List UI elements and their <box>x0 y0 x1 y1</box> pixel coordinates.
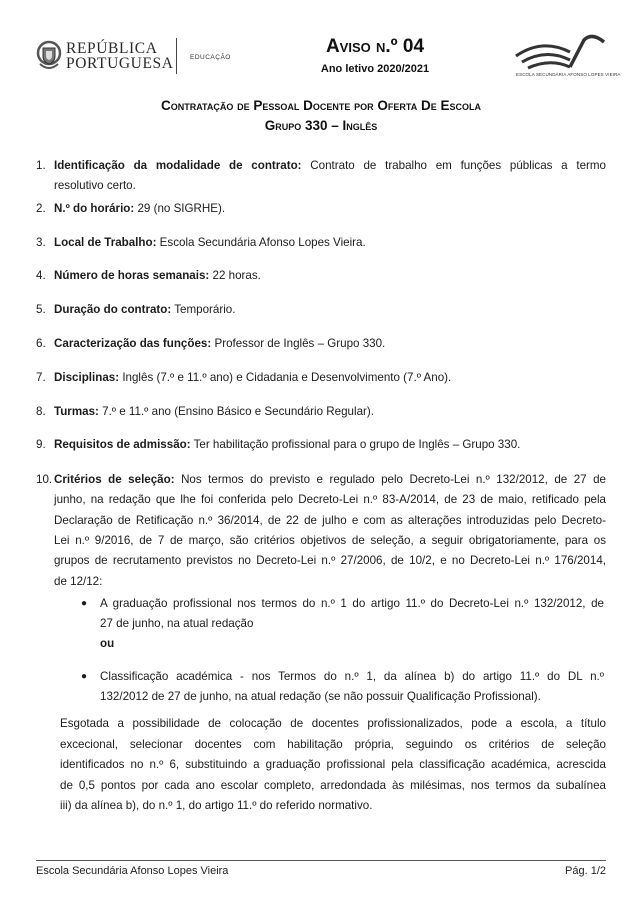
item-number: 1. <box>36 159 46 172</box>
item-number: 6. <box>36 337 46 350</box>
item-number: 10. <box>36 473 53 486</box>
item-text-continued: Declaração de Retificação n.º 36/2014, de 22 de julho e com as alterações introduzidas pelo Decreto- <box>54 514 606 527</box>
item-text-continued: grupos de recrutamento previstos no Decreto-Lei n.º 27/2006, de 10/2, e no Decreto-Lei n.º 176/2014, <box>54 554 606 567</box>
footer-divider <box>36 860 606 861</box>
closing-paragraph-line: Esgotada a possibilidade de colocação de docentes profissionalizados, pode a escola, a título <box>60 717 606 730</box>
item-label: Duração do contrato: <box>54 303 172 316</box>
title-line2: Grupo 330 – Inglês <box>264 118 378 133</box>
closing-paragraph-line: identificados no n.º 6, substituindo a graduação profissional pela classificação académica, acrescida <box>60 758 606 771</box>
item-value: 7.º e 11.º ano (Ensino Básico e Secundário Regular). <box>102 405 374 418</box>
school-logo-caption: ESCOLA SECUNDÁRIA AFONSO LOPES VIEIRA <box>516 72 621 77</box>
item-value: 29 (no SIGRHE). <box>137 202 226 215</box>
item-text <box>54 470 606 490</box>
title-line1: Contratação de Pessoal Docente por Oferta De Escola <box>160 98 482 113</box>
item-text-continued: Lei n.º 9/2016, de 7 de março, são critérios objetivos de seleção, a seguir obrigatoriamente, para os <box>54 534 606 547</box>
government-name-line2: PORTUGUESA <box>66 55 174 72</box>
item-label: Número de horas semanais: <box>54 269 210 282</box>
item-label: Requisitos de admissão: <box>54 438 191 451</box>
item-value: Professor de Inglês – Grupo 330. <box>214 337 386 350</box>
bullet-icon: ● <box>81 598 88 609</box>
footer-school-name: Escola Secundária Afonso Lopes Vieira <box>36 865 229 877</box>
coat-of-arms-icon <box>36 40 62 74</box>
bullet-text-continued: 27 de junho, na atual redação <box>100 617 254 630</box>
closing-paragraph-line: iii) da alínea b), do n.º 1, do artigo 11.º do referido normativo. <box>60 799 373 812</box>
item-value: Ter habilitação profissional para o grupo de Inglês – Grupo 330. <box>193 438 521 451</box>
bullet-text: A graduação profissional nos termos do n.º 1 do artigo 11.º do Decreto-Lei n.º 132/2012, de <box>100 597 604 610</box>
connector-text: ou <box>100 637 115 650</box>
item-value: Inglês (7.º e 11.º ano) e Cidadania e Desenvolvimento (7.º Ano). <box>122 371 452 384</box>
header-divider <box>176 38 177 74</box>
item-value: Escola Secundária Afonso Lopes Vieira. <box>159 236 366 249</box>
item-number: 9. <box>36 438 46 451</box>
item-label: Caracterização das funções: <box>54 337 212 350</box>
item-text-continued: de 12/12: <box>54 575 103 588</box>
page-title <box>20 96 622 136</box>
government-name-line1: REPÚBLICA <box>66 40 158 57</box>
item-number: 3. <box>36 236 46 249</box>
item-value: Nos termos do previsto e regulado pelo Decreto-Lei n.º 132/2012, de 27 de <box>181 473 606 486</box>
school-year: Ano letivo 2020/2021 <box>320 63 430 75</box>
government-name <box>66 41 174 71</box>
notice-number: Aviso n.º 04 <box>325 36 425 57</box>
bullet-text: Classificação académica - nos Termos do n.º 1, da alínea b) do artigo 11.º do DL n.º <box>100 670 604 683</box>
page-number: Pág. 1/2 <box>565 865 606 877</box>
item-label: Turmas: <box>54 405 99 418</box>
item-text <box>54 156 606 176</box>
item-label: N.º do horário: <box>54 202 135 215</box>
item-value: Contrato de trabalho em funções públicas a termo <box>310 159 606 172</box>
item-label: Disciplinas: <box>54 371 120 384</box>
closing-paragraph-line: de 0,5 pontos por cada ano escolar completo, arredondada às milésimas, nos termos da subalínea <box>60 779 606 792</box>
bullet-icon: ● <box>81 671 88 682</box>
item-text-continued: resolutivo certo. <box>54 179 136 192</box>
item-number: 7. <box>36 371 46 384</box>
item-value: Temporário. <box>174 303 236 316</box>
item-number: 8. <box>36 405 46 418</box>
item-label: Critérios de seleção: <box>54 473 175 486</box>
item-number: 4. <box>36 269 46 282</box>
item-value: 22 horas. <box>212 269 261 282</box>
closing-paragraph-line: excecional, selecionar docentes com habilitação própria, seguindo os critérios de seleção <box>60 738 606 751</box>
bullet-text-continued: 132/2012 de 27 de junho, na atual redação (se não possuir Qualificação Profissional). <box>100 690 541 703</box>
ministry-name: EDUCAÇÃO <box>190 54 231 61</box>
item-label: Local de Trabalho: <box>54 236 157 249</box>
item-number: 2. <box>36 202 46 215</box>
item-text-continued: junho, na redação que lhe foi conferida pelo Decreto-Lei n.º 83-A/2014, de 23 de maio, retificado pela <box>54 493 606 506</box>
item-number: 5. <box>36 303 46 316</box>
item-label: Identificação da modalidade de contrato: <box>54 159 302 172</box>
school-logo-icon <box>512 34 608 72</box>
